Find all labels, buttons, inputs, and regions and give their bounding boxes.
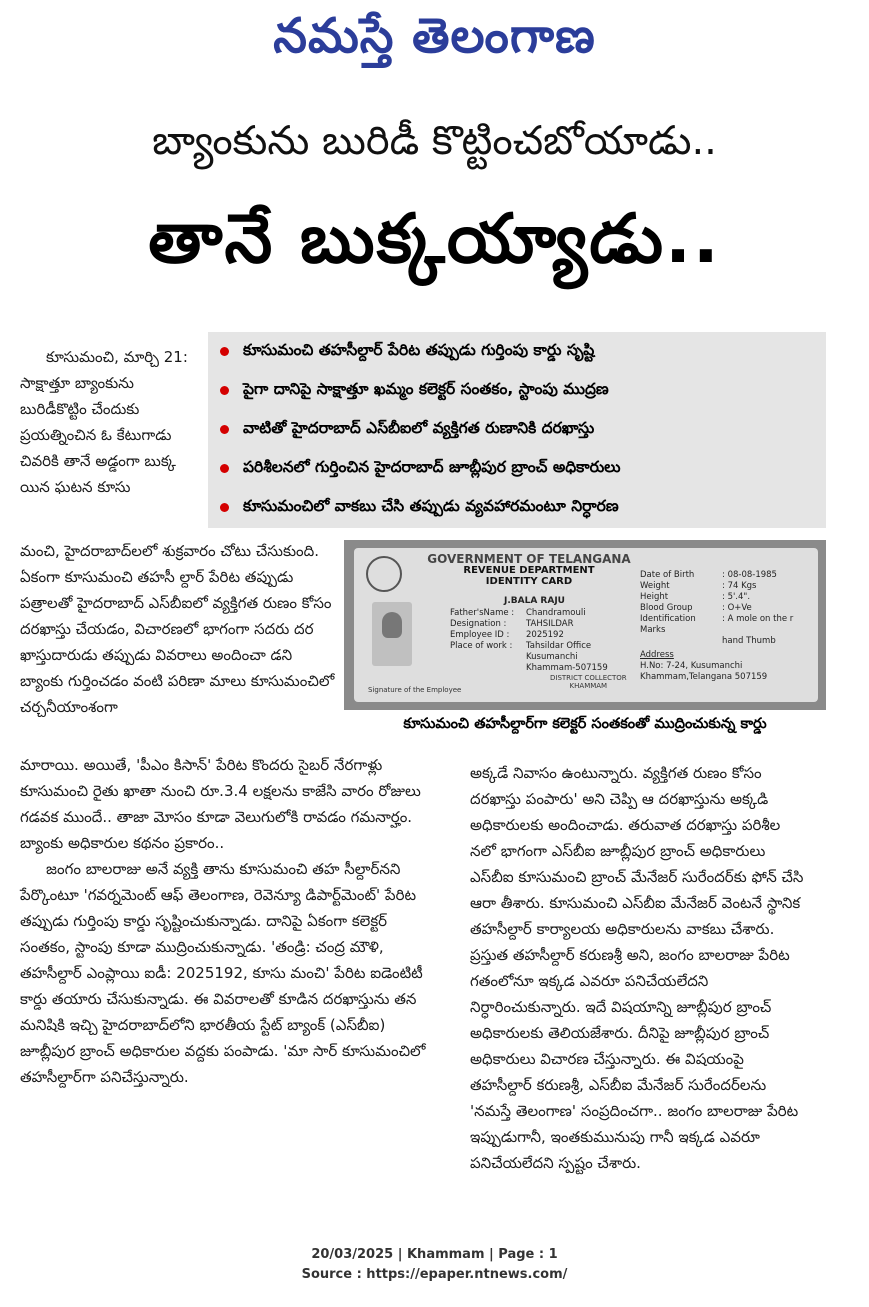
detail-value: : O+Ve [722, 603, 752, 613]
issuer-title: DISTRICT COLLECTOR [550, 674, 627, 682]
article-intro-text: కూసుమంచి, మార్చి 21: సాక్షాత్తూ బ్యాంకును బురిడీకొట్టిం చేందుకు ప్రయత్నించిన ఓ కేటుగాడు చివరికి తానే అడ్డంగా బుక్క యిన ఘటన కూసు [20, 348, 188, 496]
id-card-name: J.BALA RAJU [504, 596, 565, 606]
address-line: Khammam,Telangana 507159 [640, 672, 768, 682]
field-value: Tahsildar Office [526, 641, 592, 651]
detail-value: hand Thumb [722, 636, 776, 646]
detail-label: Height [640, 592, 669, 602]
footer-dateline: 20/03/2025 | Khammam | Page : 1 [311, 1247, 558, 1262]
emblem-icon [366, 556, 402, 592]
id-card-field [450, 663, 608, 674]
highlight-text: వాటితో హైదరాబాద్ ఎస్‌బీఐలో వ్యక్తిగత రుణానికి దరఖాస్తు [243, 418, 595, 437]
field-label: Designation : [450, 619, 507, 629]
field-value: Chandramouli [526, 608, 586, 618]
article-intro [20, 344, 200, 500]
id-card-field [450, 619, 608, 630]
highlight-item [208, 371, 826, 410]
detail-label: Date of Birth [640, 570, 695, 580]
article-column-left-lower [20, 752, 440, 1090]
id-card-detail [640, 614, 793, 636]
footer-source: Source : https://epaper.ntnews.com/ [301, 1267, 568, 1282]
field-value: TAHSILDAR [526, 619, 574, 629]
id-card-detail [640, 592, 793, 603]
field-value: 2025192 [526, 630, 564, 640]
bullet-icon [220, 464, 229, 473]
id-card-government: GOVERNMENT OF TELANGANA [427, 552, 631, 566]
bullet-icon [220, 347, 229, 356]
id-card-header [414, 554, 644, 587]
id-card-photo [344, 540, 826, 710]
detail-label: Identification Marks [640, 614, 696, 635]
highlight-item [208, 410, 826, 449]
id-card-detail [640, 570, 793, 581]
id-card-address [640, 650, 793, 683]
field-label: Employee ID : [450, 630, 510, 640]
id-card-field [450, 630, 608, 641]
highlight-text: కూసుమంచిలో వాకబు చేసి తప్పుడు వ్యవహారమంటూ నిర్ధారణ [243, 496, 619, 515]
field-label [450, 663, 526, 674]
headline-line-1: బ్యాంకును బురిడీ కొట్టించబోయాడు.. [152, 118, 717, 164]
detail-label [640, 636, 722, 647]
article-paragraph: మారాయి. అయితే, 'పీఎం కిసాన్' పేరిట కొందరు సైబర్ నేరగాళ్లు కూసుమంచి రైతు ఖాతా నుంచి రూ.3.4 లక్షలను కాజేసి వారం రోజులు గడవక ముందే.. తాజా మోసం కూడా వెలుగులోకి రావడం గమనార్హం. బ్యాంకు అధికారుల కథనం ప్రకారం.. [20, 756, 421, 852]
id-card [354, 548, 818, 702]
page-footer [0, 1245, 869, 1285]
article-paragraph: జంగం బాలరాజు అనే వ్యక్తి తాను కూసుమంచి తహ సీల్దార్‌నని పేర్కొంటూ 'గవర్నమెంట్ ఆఫ్ తెలంగాణ, రెవెన్యూ డిపార్ట్‌మెంట్' పేరిట తప్పుడు గుర్తింపు కార్డు సృష్టించుకున్నాడు. దానిపై ఏకంగా కలెక్టర్ సంతకం, స్టాంపు కూడా ముద్రించుకున్నాడు. 'తండ్రి: చంద్ర మౌళి, తహసీల్దార్ ఎంప్లాయి ఐడీ: 2025192, కూసు మంచి' పేరిట ఐడెంటిటీ కార్డు తయారు చేసుకున్నాడు. ఈ వివరాలతో కూడిన దరఖాస్తును తన మనిషికి ఇచ్చి హైదరాబాద్‌లోని భారతీయ స్టేట్ బ్యాంక్ (ఎస్‌బీఐ) జూబ్లీపుర బ్రాంచ్ అధికారుల వద్దకు పంపాడు. 'మా సార్ కూసుమంచిలో తహసీల్దార్‌గా పనిచేస్తున్నారు. [20, 860, 426, 1086]
highlight-text: పైగా దానిపై సాక్షాత్తూ ఖమ్మం కలెక్టర్ సంతకం, స్టాంపు ముద్రణ [243, 379, 609, 398]
id-card-field [450, 652, 608, 663]
article-column-right [470, 760, 805, 1176]
id-card-portrait [372, 602, 412, 666]
person-icon [382, 612, 402, 638]
article-paragraph: అక్కడే నివాసం ఉంటున్నారు. వ్యక్తిగత రుణం కోసం దరఖాస్తు పంపారు' అని చెప్పి ఆ దరఖాస్తును అక్కడి అధికారులకు అందించాడు. తరువాత దరఖాస్తు పరిశీల నలో భాగంగా ఎస్‌బీఐ జూబ్లీపుర బ్రాంచ్ అధికారులు ఎస్‌బీఐ కూసుమంచి బ్రాంచ్ మేనేజర్ సురేందర్‌కు ఫోన్ చేసి ఆరా తీశారు. కూసుమంచి ఎస్‌బీఐ మేనేజర్ వెంటనే స్థానిక తహసీల్దార్ కార్యాలయ అధికారులను వాకబు చేశారు. ప్రస్తుత తహసీల్దార్ కరుణశ్రీ అని, జంగం బాలరాజు పేరిట గతంలోనూ ఇక్కడ ఎవరూ పనిచేయలేదని నిర్ధారించుకున్నారు. ఇదే విషయాన్ని జూబ్లీపుర బ్రాంచ్ అధికారులకు తెలియజేశారు. దీనిపై జూబ్లీపుర బ్రాంచ్ అధికారులు విచారణ చేస్తున్నారు. ఈ విషయంపై తహసీల్దార్ కరుణశ్రీ, ఎస్‌బీఐ మేనేజర్ సురేందర్‌లను 'నమస్తే తెలంగాణ' సంప్రదించగా.. జంగం బాలరాజు పేరిట ఇప్పుడుగానీ, ఇంతకుమునుపు గానీ ఇక్కడ ఎవరూ పనిచేయలేదని స్పష్టం చేశారు. [470, 764, 804, 1172]
field-value: Kusumanchi [526, 652, 578, 662]
id-card-field [450, 608, 608, 619]
detail-value: : 74 Kgs [722, 581, 757, 591]
address-label: Address [640, 650, 674, 660]
detail-label: Weight [640, 581, 670, 591]
address-line: H.No: 7-24, Kusumanchi [640, 661, 743, 671]
issuer-district: KHAMMAM [569, 682, 608, 690]
detail-value: : A mole on the r [722, 614, 794, 624]
article-column-left-upper [20, 538, 335, 720]
issuer-stamp [550, 674, 627, 690]
id-card-details [640, 570, 793, 683]
id-card-detail [640, 581, 793, 592]
field-label: Father'sName : [450, 608, 515, 618]
masthead-logo: నమస్తే తెలంగాణ [273, 8, 596, 64]
highlight-text: కూసుమంచి తహసీల్దార్ పేరిట తప్పుడు గుర్తింపు కార్డు సృష్టి [243, 340, 595, 359]
field-label [450, 652, 526, 663]
id-card-fields [450, 608, 608, 674]
headline-line-2: తానే బుక్కయ్యాడు.. [148, 200, 721, 279]
id-card-detail [640, 603, 793, 614]
field-value: Khammam-507159 [526, 663, 608, 673]
highlights-box [208, 332, 826, 528]
bullet-icon [220, 425, 229, 434]
detail-value: : 08-08-1985 [722, 570, 777, 580]
signature-label: Signature of the Employee [368, 686, 462, 694]
photo-caption: కూసుమంచి తహసీల్దార్‌గా కలెక్టర్ సంతకంతో ముద్రించుకున్న కార్డు [403, 716, 767, 732]
detail-value: : 5'.4". [722, 592, 751, 602]
detail-label: Blood Group [640, 603, 693, 613]
bullet-icon [220, 503, 229, 512]
field-label: Place of work : [450, 641, 513, 651]
id-card-department: REVENUE DEPARTMENT [463, 565, 595, 576]
highlight-item [208, 488, 826, 527]
id-card-detail [640, 636, 793, 647]
highlight-text: పరిశీలనలో గుర్తించిన హైదరాబాద్ జూబ్లీపుర బ్రాంచ్ అధికారులు [243, 457, 621, 476]
bullet-icon [220, 386, 229, 395]
article-paragraph: మంచి, హైదరాబాద్‌లలో శుక్రవారం చోటు చేసుకుంది. ఏకంగా కూసుమంచి తహసీ ల్దార్ పేరిట తప్పుడు పత్రాలతో హైదరాబాద్ ఎస్‌బీఐలో వ్యక్తిగత రుణం కోసం దరఖాస్తు చేయడం, విచారణలో భాగంగా సదరు దర ఖాస్తుదారుడు తప్పుడు వివరాలు అందించా డని బ్యాంకు గుర్తించడం వంటి పరిణా మాలు కూసుమంచిలో చర్చనీయాంశంగా [20, 542, 335, 716]
highlight-item [208, 449, 826, 488]
highlight-item [208, 332, 826, 371]
id-card-field [450, 641, 608, 652]
id-card-type: IDENTITY CARD [485, 576, 573, 587]
